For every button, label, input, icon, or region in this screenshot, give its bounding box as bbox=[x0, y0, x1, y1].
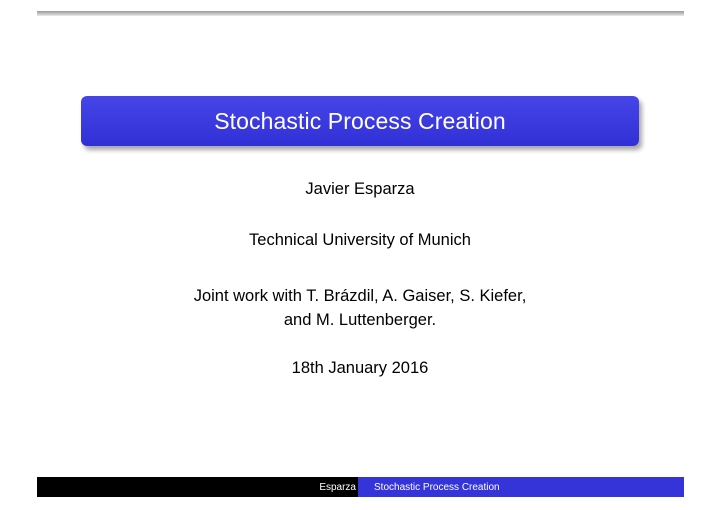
footer-author bbox=[37, 477, 358, 497]
title-box bbox=[81, 96, 639, 146]
joint-work-line-2: and M. Luttenberger. bbox=[283, 311, 437, 329]
slide-title: Stochastic Process Creation bbox=[214, 107, 506, 134]
institute-name: Technical University of Munich bbox=[249, 231, 471, 249]
top-divider bbox=[37, 11, 684, 16]
author-name: Javier Esparza bbox=[305, 180, 415, 198]
joint-work-text bbox=[0, 284, 720, 332]
footer-title-label: Stochastic Process Creation bbox=[374, 481, 500, 493]
presentation-date: 18th January 2016 bbox=[291, 359, 429, 377]
footer-title bbox=[358, 477, 684, 497]
joint-work-line-1: Joint work with T. Brázdil, A. Gaiser, S. Kiefer, bbox=[193, 287, 527, 305]
footer-bar bbox=[37, 477, 684, 497]
footer-author-label: Esparza bbox=[319, 481, 356, 493]
